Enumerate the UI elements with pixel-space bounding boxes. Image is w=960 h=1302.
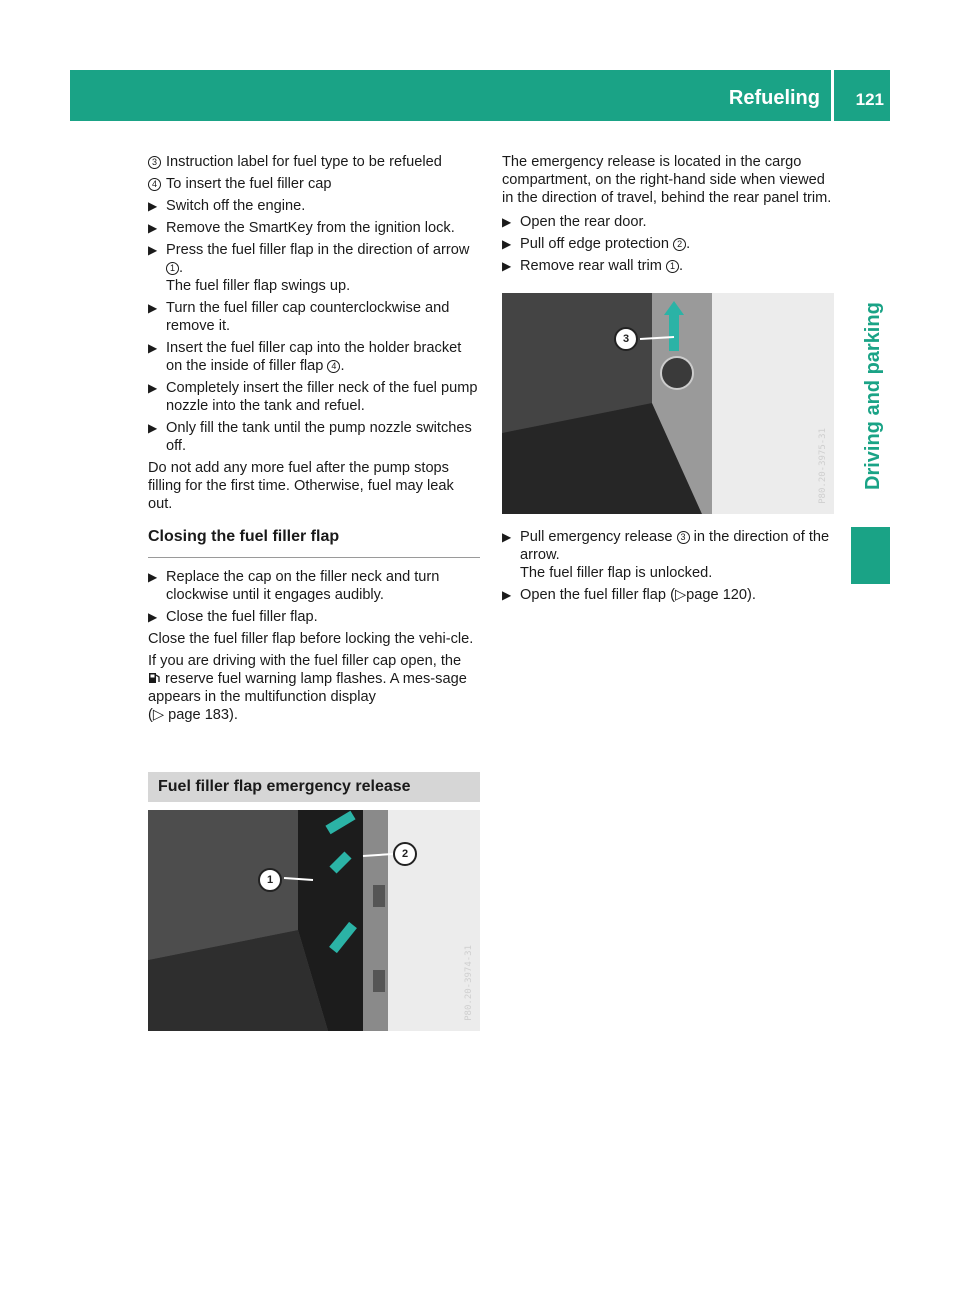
closing-paragraph: Close the fuel filler flap before locking the vehi-cle. — [148, 631, 474, 647]
figure-code: P80.20-3974-31 — [464, 945, 474, 1021]
left-column — [148, 153, 480, 1031]
emergency-release-header: Fuel filler flap emergency release — [148, 772, 480, 802]
step-text: Open the rear door. — [520, 214, 647, 230]
page-ref-link[interactable]: page 120 — [686, 587, 748, 603]
step-text: Turn the fuel filler cap counterclockwise and remove it. — [166, 300, 450, 334]
step-text — [520, 257, 683, 275]
play-arrow-icon: ▶ — [502, 215, 512, 229]
step-text-part: in the direction of the arrow. — [520, 529, 830, 563]
step-text-part: . — [179, 260, 184, 276]
play-arrow-icon: ▶ — [148, 301, 158, 315]
play-arrow-icon: ▶ — [148, 243, 158, 257]
play-arrow-icon: ▶ — [148, 610, 158, 624]
step-text — [166, 241, 480, 295]
step-text: Completely insert the filler neck of the fuel pump nozzle into the tank and refuel. — [166, 380, 478, 414]
step — [148, 379, 480, 415]
step-text-part: Pull off edge protection — [520, 236, 674, 252]
step — [148, 568, 480, 604]
numbered-text: Instruction label for fuel type to be refueled — [166, 154, 442, 170]
play-arrow-icon: ▶ — [502, 237, 512, 251]
callout-ref: 3 — [148, 156, 161, 169]
step-result: The fuel filler flap swings up. — [166, 278, 351, 294]
step-result: The fuel filler flap is unlocked. — [520, 565, 713, 581]
right-column — [502, 153, 834, 608]
step-text: Replace the cap on the filler neck and turn clockwise until it engages audibly. — [166, 569, 440, 603]
step-text — [520, 528, 834, 582]
figure-callout: 2 — [393, 842, 417, 866]
play-arrow-icon: ▶ — [502, 588, 512, 602]
step-text-part: . — [686, 236, 691, 252]
step — [148, 241, 480, 295]
callout-ref: 3 — [677, 531, 690, 544]
step-text — [520, 586, 756, 604]
step-text-part: Remove rear wall trim — [520, 258, 666, 274]
cargo-compartment-figure-2 — [502, 293, 834, 514]
step-text-part: Open the fuel filler flap ( — [520, 587, 675, 603]
fuel-pump-icon — [148, 671, 161, 684]
header-bar — [70, 70, 890, 121]
step — [502, 586, 834, 604]
numbered-text: To insert the fuel filler cap — [166, 176, 332, 192]
cargo-compartment-figure-1 — [148, 810, 480, 1031]
step-text: Remove the SmartKey from the ignition lock. — [166, 220, 455, 236]
figure-illustration — [148, 810, 480, 1031]
step-text-part: . — [340, 358, 345, 374]
play-arrow-icon: ▶ — [148, 199, 158, 213]
numbered-item — [148, 153, 480, 171]
step — [502, 257, 834, 275]
play-arrow-icon: ▶ — [148, 341, 158, 355]
step — [148, 339, 480, 375]
header-divider — [831, 70, 834, 121]
step-text: Switch off the engine. — [166, 198, 306, 214]
step — [148, 299, 480, 335]
play-arrow-icon: ▶ — [502, 530, 512, 544]
triangle-ref-icon: ▷ — [152, 707, 165, 723]
step-text — [520, 235, 690, 253]
callout-ref: 4 — [148, 178, 161, 191]
step — [148, 419, 480, 455]
numbered-item — [148, 175, 480, 193]
closing-paragraph-2: If you are driving with the fuel filler cap open, the reserve fuel warning lamp flashes. A mes-sage appears in the multifunction display (▷ page 183). — [148, 653, 467, 723]
step-text-part: Pull emergency release — [520, 529, 677, 545]
figure-illustration — [502, 293, 834, 514]
step — [148, 197, 480, 215]
paragraph-text: reserve fuel warning lamp flashes. A mes-sage appears in the multifunction display — [148, 671, 467, 705]
callout-ref: 1 — [166, 262, 179, 275]
step-text — [166, 339, 480, 375]
figure-callout: 3 — [614, 327, 638, 351]
step-text: Only fill the tank until the pump nozzle switches off. — [166, 420, 472, 454]
closing-section-title: Closing the fuel filler flap — [148, 527, 480, 558]
play-arrow-icon: ▶ — [148, 570, 158, 584]
step — [502, 528, 834, 582]
step-text-part: Insert the fuel filler cap into the holder bracket on the inside of filler flap — [166, 340, 462, 374]
step-text-part: Press the fuel filler flap in the direction of arrow — [166, 242, 470, 258]
warning-paragraph: Do not add any more fuel after the pump stops filling for the first time. Otherwise, fuel may leak out. — [148, 460, 454, 512]
step-text-part: . — [678, 258, 684, 274]
callout-ref: 2 — [673, 238, 686, 251]
figure-code: P80.20-3975-31 — [818, 428, 828, 504]
play-arrow-icon: ▶ — [148, 381, 158, 395]
side-tab-label: Driving and parking — [862, 302, 884, 490]
step-text-part: ). — [747, 587, 756, 603]
intro-paragraph: The emergency release is located in the cargo compartment, on the right-hand side when viewed in the direction of travel, behind the rear panel trim. — [502, 154, 832, 206]
callout-ref: 1 — [666, 260, 679, 273]
figure-callout: 1 — [258, 868, 282, 892]
section-title: Refueling — [728, 87, 820, 109]
step — [148, 608, 480, 626]
step — [502, 213, 834, 231]
side-tab-block — [851, 527, 890, 584]
triangle-ref-icon: ▷ — [674, 587, 687, 603]
play-arrow-icon: ▶ — [502, 259, 512, 273]
play-arrow-icon: ▶ — [148, 221, 158, 235]
step-text: Close the fuel filler flap. — [166, 609, 318, 625]
page-ref-link[interactable]: page 183 — [168, 707, 230, 723]
step — [502, 235, 834, 253]
callout-ref: 4 — [327, 360, 340, 373]
play-arrow-icon: ▶ — [148, 421, 158, 435]
step — [148, 219, 480, 237]
page-number: 121 — [855, 90, 884, 109]
side-tab — [845, 290, 890, 500]
paragraph-text: If you are driving with the fuel filler cap open, the — [148, 653, 462, 669]
